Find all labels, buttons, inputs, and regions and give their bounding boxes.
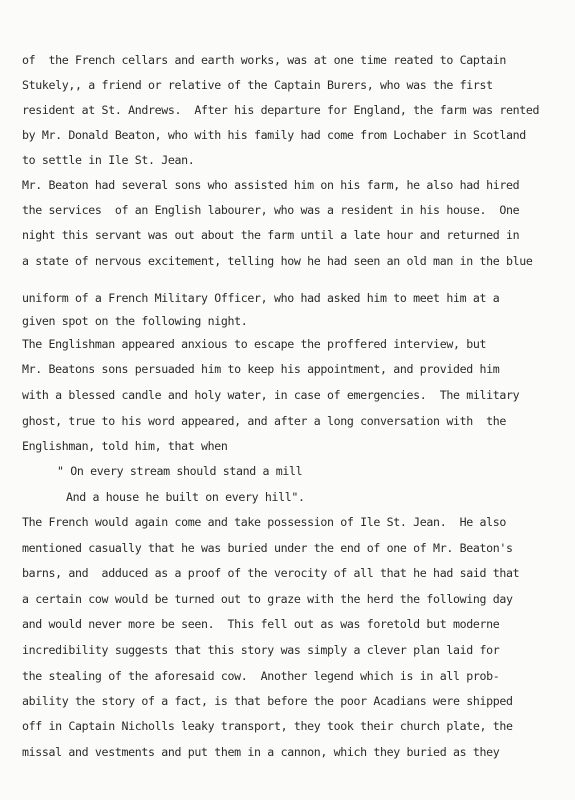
text-line: the stealing of the aforesaid cow. Another legend which is in all prob- <box>22 669 500 683</box>
text-line: uniform of a French Military Officer, who had asked him to meet him at a <box>22 291 500 305</box>
text-line: resident at St. Andrews. After his departure for England, the farm was rented <box>22 103 540 117</box>
text-line: the services of an English labourer, who was a resident in his house. One <box>22 203 520 217</box>
text-line: of the French cellars and earth works, was at one time reated to Captain <box>22 53 506 67</box>
text-line: Mr. Beatons sons persuaded him to keep his appointment, and provided him <box>22 362 500 376</box>
text-line: off in Captain Nicholls leaky transport, they took their church plate, the <box>22 719 513 733</box>
verse-line: " On every stream should stand a mill <box>57 464 303 478</box>
text-line: mentioned casually that he was buried under the end of one of Mr. Beaton's <box>22 541 513 555</box>
text-line: Englishman, told him, that when <box>22 439 228 453</box>
text-line: ability the story of a fact, is that before the poor Acadians were shipped <box>22 694 513 708</box>
text-line: The French would again come and take possession of Ile St. Jean. He also <box>22 515 506 529</box>
text-line: a state of nervous excitement, telling how he had seen an old man in the blue <box>22 254 533 268</box>
text-line: incredibility suggests that this story was simply a clever plan laid for <box>22 643 500 657</box>
text-line: a certain cow would be turned out to graze with the herd the following day <box>22 592 513 606</box>
text-line: ghost, true to his word appeared, and after a long conversation with the <box>22 414 506 428</box>
verse-line: And a house he built on every hill". <box>66 490 305 504</box>
text-line: with a blessed candle and holy water, in case of emergencies. The military <box>22 388 520 402</box>
text-line: missal and vestments and put them in a cannon, which they buried as they <box>22 745 500 759</box>
text-line: given spot on the following night. <box>22 314 248 328</box>
text-line: Mr. Beaton had several sons who assisted him on his farm, he also had hired <box>22 178 520 192</box>
text-line: to settle in Ile St. Jean. <box>22 153 195 167</box>
text-line: The Englishman appeared anxious to escape the proffered interview, but <box>22 337 487 351</box>
text-line: night this servant was out about the farm until a late hour and returned in <box>22 228 520 242</box>
text-line: and would never more be seen. This fell out as was foretold but moderne <box>22 617 500 631</box>
text-line: by Mr. Donald Beaton, who with his family had come from Lochaber in Scotland <box>22 128 526 142</box>
text-line: barns, and adduced as a proof of the verocity of all that he had said that <box>22 566 520 580</box>
text-line: Stukely,, a friend or relative of the Captain Burers, who was the first <box>22 78 493 92</box>
